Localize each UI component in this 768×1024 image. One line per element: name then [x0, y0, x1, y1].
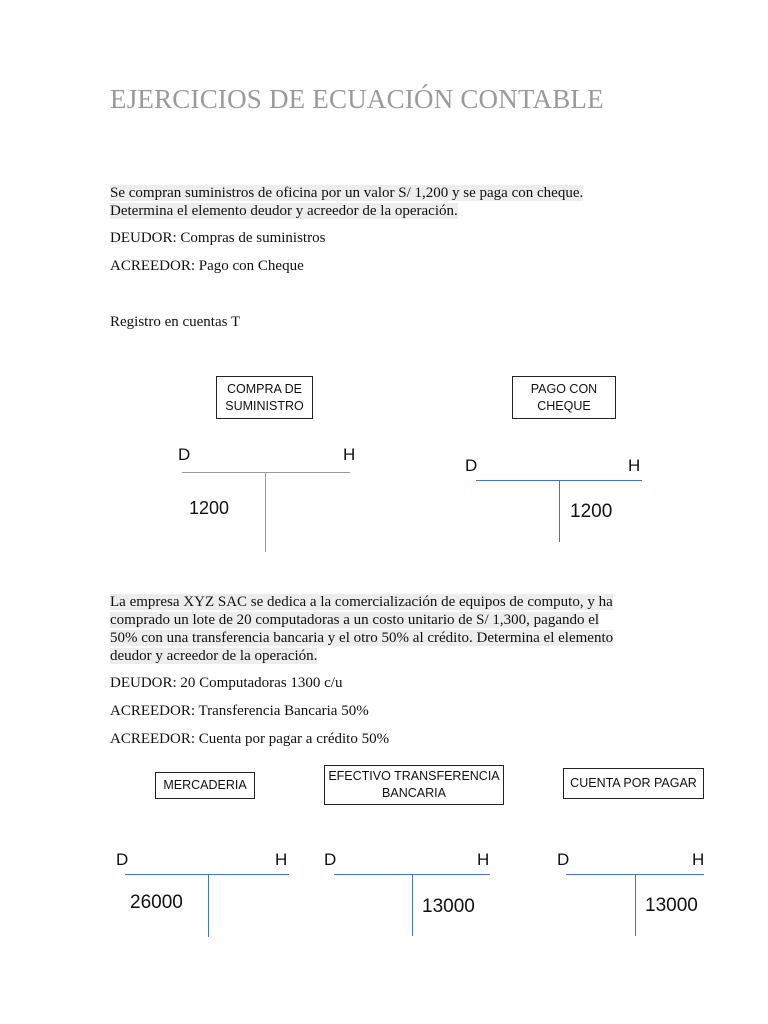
t-account-haber-label: H [275, 850, 288, 869]
t-account-vertical-line [559, 480, 560, 542]
exercise1-acreedor: ACREEDOR: Pago con Cheque [110, 258, 304, 274]
t-account-horizontal-line [182, 472, 350, 473]
exercise2-statement-line: 50% con una transferencia bancaria y el otro 50% al crédito. Determina el elemento [110, 630, 614, 646]
t-account-debe-label: D [324, 850, 337, 869]
t-account-credit-value: 13000 [422, 896, 475, 917]
t-account-horizontal-line [125, 874, 289, 875]
t-account-haber-label: H [477, 850, 490, 869]
exercise2-statement-line: comprado un lote de 20 computadoras a un costo unitario de S/ 1,300, pagando el [110, 612, 600, 628]
account-box-mercaderia: MERCADERIA [155, 772, 255, 799]
page-title: EJERCICIOS DE ECUACIÓN CONTABLE [110, 84, 604, 114]
exercise2-acreedor-1: ACREEDOR: Transferencia Bancaria 50% [110, 703, 369, 719]
t-account-debit-value: 1200 [189, 498, 230, 518]
exercise2-acreedor-2: ACREEDOR: Cuenta por pagar a crédito 50% [110, 731, 390, 747]
exercise2-deudor: DEUDOR: 20 Computadoras 1300 c/u [110, 675, 343, 691]
t-account-debe-label: D [178, 445, 191, 464]
exercise2-statement-line: deudor y acreedor de la operación. [110, 648, 318, 664]
account-box-compra-suministro: COMPRA DE SUMINISTRO [216, 376, 313, 419]
exercise1-statement [110, 184, 640, 220]
account-box-cuenta-por-pagar: CUENTA POR PAGAR [563, 768, 704, 799]
t-account-haber-label: H [343, 445, 356, 464]
t-account-vertical-line [635, 874, 636, 936]
t-account-debe-label: D [465, 456, 478, 475]
t-account-vertical-line [208, 874, 209, 937]
t-account-haber-label: H [692, 850, 705, 869]
t-account-vertical-line [412, 874, 413, 936]
t-account-credit-value: 1200 [570, 501, 613, 522]
t-account-haber-label: H [628, 456, 641, 475]
t-account-debit-value: 26000 [130, 892, 183, 913]
exercise1-statement-line1: Se compran suministros de oficina por un valor S/ 1,200 y se paga con cheque. [110, 185, 584, 201]
exercise2-statement-line: La empresa XYZ SAC se dedica a la comercialización de equipos de computo, y ha [110, 594, 613, 610]
t-account-credit-value: 13000 [645, 895, 698, 916]
registro-heading: Registro en cuentas T [110, 314, 241, 330]
t-account-vertical-line [265, 472, 266, 552]
exercise2-statement [110, 593, 650, 665]
t-account-debe-label: D [557, 850, 570, 869]
t-account-debe-label: D [116, 850, 129, 869]
exercise1-statement-line2: Determina el elemento deudor y acreedor de la operación. [110, 203, 458, 219]
account-box-efectivo-transferencia: EFECTIVO TRANSFERENCIA BANCARIA [324, 765, 504, 805]
exercise1-deudor: DEUDOR: Compras de suministros [110, 230, 326, 246]
account-box-pago-cheque: PAGO CON CHEQUE [512, 376, 616, 419]
